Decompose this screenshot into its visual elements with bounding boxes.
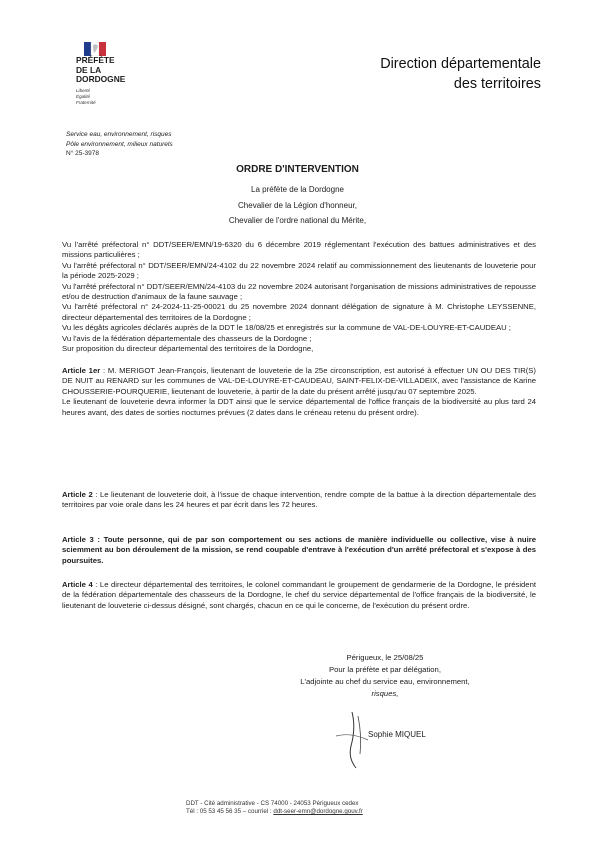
prefecture-name bbox=[76, 56, 156, 85]
reference-number: N° 25-3978 bbox=[66, 150, 99, 157]
motto-line: Fraternité bbox=[76, 100, 96, 105]
direction-title bbox=[380, 54, 541, 94]
article-heading: Article 4 bbox=[62, 580, 93, 589]
article-1 bbox=[62, 366, 536, 418]
direction-line: des territoires bbox=[453, 76, 541, 92]
direction-line: Direction départementale bbox=[380, 56, 541, 72]
article-heading: Article 2 bbox=[62, 490, 93, 499]
visa-item: Vu l'arrêté préfectoral n° 24-2024-11-25-00021 du 25 novembre 2024 donnant délégation de signature à M. Christophe LEYSSENNE, directeur départemental des territoires de la Dordogne ; bbox=[62, 302, 536, 322]
footer-contact bbox=[186, 808, 486, 816]
visas-block bbox=[62, 240, 536, 354]
service-line: Service eau, environnement, risques bbox=[66, 131, 172, 138]
visa-item: Vu l'arrêté préfectoral n° DDT/SEER/EMN/24-4103 du 22 novembre 2024 autorisant l'organisation de missions administratives de repousse et/ou de destruction d'animaux de la faune sauvage ; bbox=[62, 281, 536, 302]
article-heading: Article 3 bbox=[62, 535, 94, 544]
visa-item: Vu l'avis de la fédération départementale des chasseurs de la Dordogne ; bbox=[62, 333, 312, 343]
visa-item: Sur proposition du directeur départemental des territoires de la Dordogne, bbox=[62, 344, 314, 354]
issuer-line: La préfète de la Dordogne bbox=[251, 185, 344, 194]
motto-line: Liberté bbox=[76, 88, 91, 93]
article-2 bbox=[62, 490, 536, 511]
article-3 bbox=[62, 535, 536, 566]
delegation-line: Pour la préfète et par délégation, bbox=[329, 665, 441, 674]
article-heading: Article 1er bbox=[62, 366, 101, 375]
article-text: : Le lieutenant de louveterie doit, à l'issue de chaque intervention, rendre compte de la battue à la direction départementale des territoires par voie orale dans les 24 heures et par écrit dans les 72 heures. bbox=[62, 490, 536, 510]
document-title: ORDRE D'INTERVENTION bbox=[236, 164, 359, 175]
issuer-line: Chevalier de l'ordre national du Mérite, bbox=[228, 216, 367, 225]
footer-email[interactable]: ddt-seer-emn@dordogne.gouv.fr bbox=[273, 808, 363, 815]
article-text: : Le directeur départemental des territoires, le colonel commandant le groupement de gendarmerie de la Dordogne, le président de la fédération départementale des chasseurs de la Dordogne, le chef du service départemental de l'office français de la biodiversité, le lieutenant de louveterie ci-dessus désigné, sont chargés, chacun en ce qui le concerne, de l'exécution du présent ordre. bbox=[62, 580, 536, 610]
visa-item: Vu l'arrêté préfectoral n° DDT/SEER/EMN/24-4102 du 22 novembre 2024 relatif au commissionnement des lieutenants de louveterie pour la période 2025-2029 ; bbox=[62, 260, 536, 281]
signer-name: Sophie MIQUEL bbox=[368, 730, 426, 739]
republic-motto bbox=[76, 88, 136, 106]
visa-item: Vu les dégâts agricoles déclarés auprès de la DDT le 18/08/25 et enregistrés sur la commune de VAL-DE-LOUYRE-ET-CAUDEAU ; bbox=[62, 323, 511, 333]
footer-address: DDT - Cité administrative - CS 74000 - 24053 Périgueux cedex bbox=[186, 800, 359, 807]
place-date: Périgueux, le 25/08/25 bbox=[346, 653, 424, 662]
signature-block bbox=[290, 652, 480, 700]
signature-scribble bbox=[256, 706, 406, 776]
motto-line: Égalité bbox=[76, 94, 91, 99]
footer-phone: Tél : 05 53 45 56 35 – courriel : bbox=[186, 808, 274, 815]
service-block bbox=[66, 130, 306, 159]
marianne-flag-logo bbox=[84, 42, 106, 56]
prefecture-line: PRÉFÈTE bbox=[76, 55, 115, 65]
issuer-block bbox=[0, 182, 595, 229]
issuer-line: Chevalier de la Légion d'honneur, bbox=[238, 200, 357, 210]
signer-title: L'adjointe au chef du service eau, environnement, bbox=[300, 677, 470, 686]
article-text: : M. MERIGOT Jean-François, lieutenant de louveterie de la 25e circonscription, est autorisé à effectuer UN OU DES TIR(S) DE NUIT au RENARD sur les communes de VAL-DE-LOUYRE-ET-CAUDEAU, SAINT-FELIX-DE-VILLADEIX, avec l'assistance de Karine CHOUSSERIE-POURQUERIE, lieutenant de louveterie, à partir de la date du présent arrêté jusqu'au 07 septembre 2025. bbox=[62, 366, 536, 396]
article-4 bbox=[62, 580, 536, 611]
article-text: Le lieutenant de louveterie devra informer la DDT ainsi que le service départemental de l'office français de la biodiversité au plus tard 24 heures avant, des dates de sorties nocturnes prévues (2 dates dans le créneau retenu du présent ordre). bbox=[62, 397, 536, 417]
visa-item: Vu l'arrêté préfectoral n° DDT/SEER/EMN/19-6320 du 6 décembre 2019 réglementant l'exécution des battues administratives et des missions particulières ; bbox=[62, 240, 536, 260]
article-text: : Toute personne, qui de par son comportement ou ses actions de manière individuelle ou collective, vise à nuire sciemment au bon déroulement de la mission, se rend coupable d'entrave à l'exécution d'un arrêté préfectoral et s'expose à des poursuites. bbox=[62, 535, 536, 565]
footer bbox=[186, 800, 486, 816]
prefecture-line: DORDOGNE bbox=[76, 74, 126, 85]
service-line: Pôle environnement, milieux naturels bbox=[66, 140, 173, 148]
signer-title: risques, bbox=[371, 689, 399, 698]
prefecture-line: DE LA bbox=[76, 64, 102, 75]
